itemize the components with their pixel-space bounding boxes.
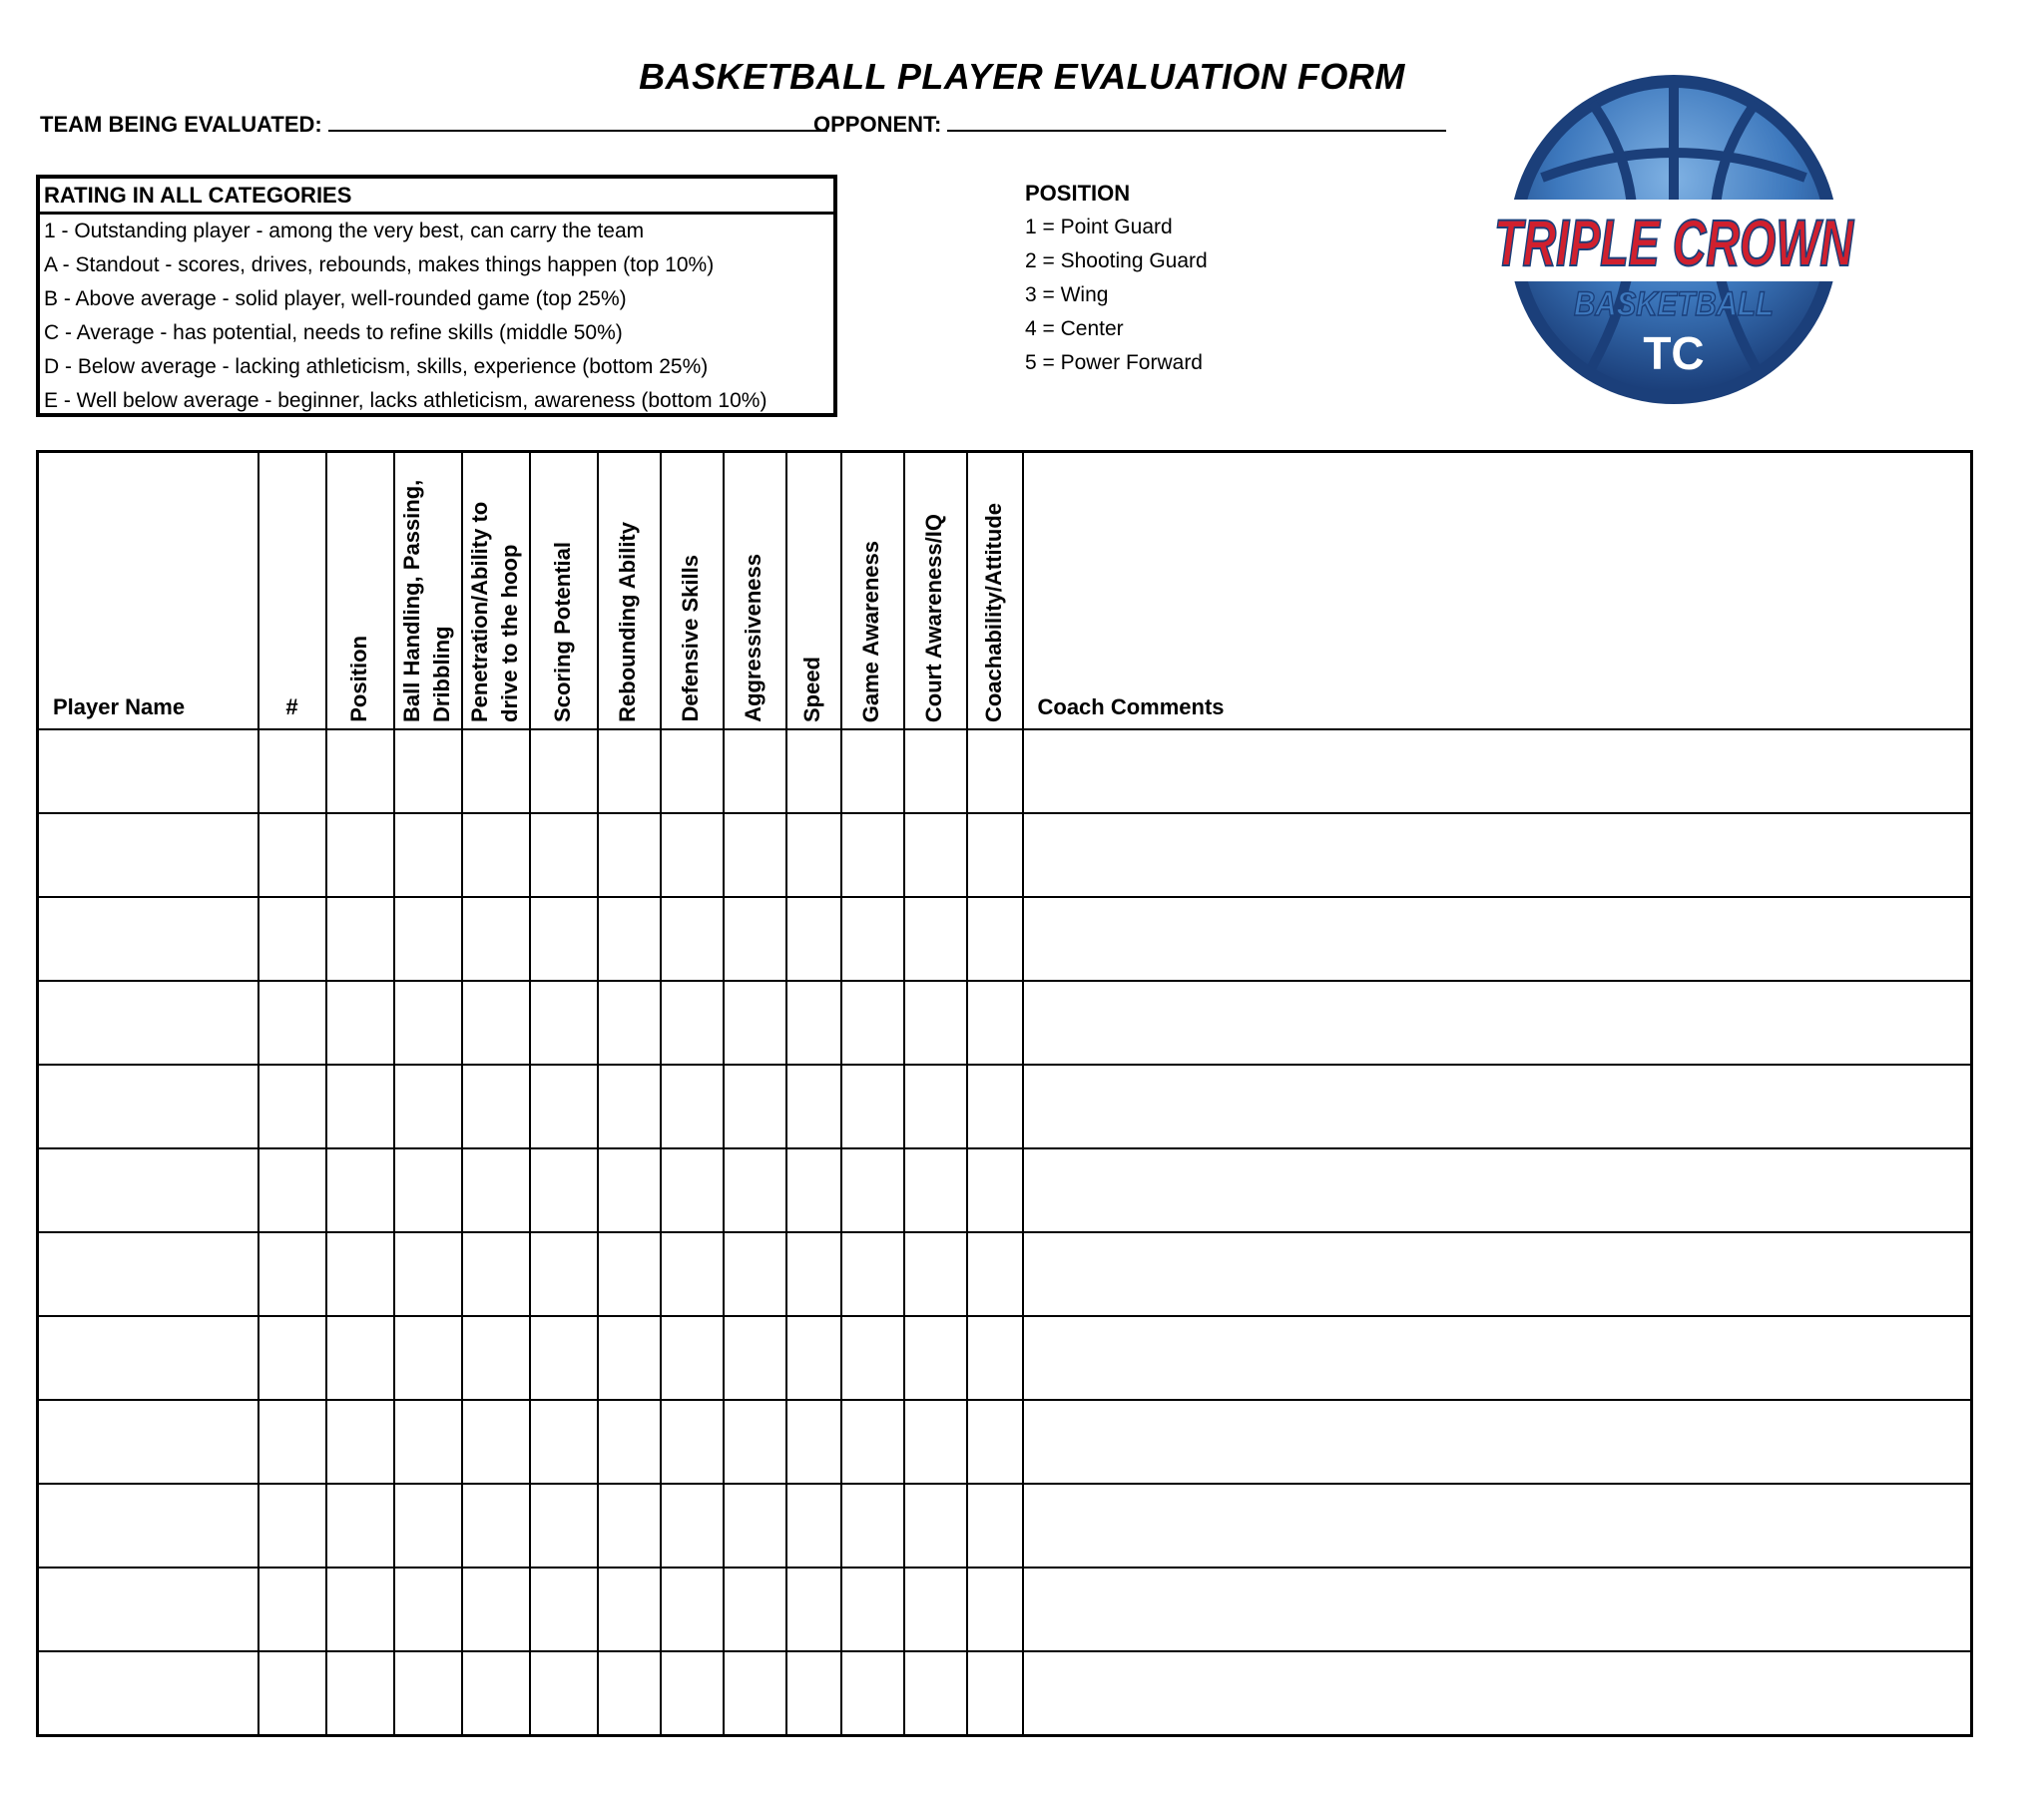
table-cell[interactable]	[724, 813, 786, 897]
table-cell[interactable]	[841, 1400, 904, 1484]
table-cell[interactable]	[1023, 1484, 1972, 1568]
table-cell[interactable]	[724, 1065, 786, 1148]
table-cell[interactable]	[462, 1651, 530, 1736]
table-cell[interactable]	[598, 1232, 661, 1316]
table-cell[interactable]	[967, 1651, 1023, 1736]
table-cell[interactable]	[38, 1400, 258, 1484]
table-cell[interactable]	[394, 1316, 462, 1400]
table-cell[interactable]	[661, 1065, 724, 1148]
table-cell[interactable]	[394, 1065, 462, 1148]
table-cell[interactable]	[786, 1484, 841, 1568]
table-cell[interactable]	[904, 1148, 967, 1232]
table-cell[interactable]	[462, 1316, 530, 1400]
table-cell[interactable]	[841, 1316, 904, 1400]
table-cell[interactable]	[967, 1568, 1023, 1651]
col-label: Coach Comments	[1037, 694, 1225, 719]
col-label: Position	[345, 636, 371, 722]
table-cell[interactable]	[258, 1065, 326, 1148]
table-row	[38, 897, 1972, 981]
table-cell[interactable]	[462, 1484, 530, 1568]
table-cell[interactable]	[462, 1400, 530, 1484]
triple-crown-logo	[1482, 68, 1866, 412]
table-cell[interactable]	[530, 981, 598, 1065]
table-cell[interactable]	[1023, 1651, 1972, 1736]
col-header-position	[326, 452, 394, 730]
table-cell[interactable]	[904, 1484, 967, 1568]
table-cell[interactable]	[724, 1316, 786, 1400]
rating-item: B - Above average - solid player, well-rounded game (top 25%)	[44, 287, 627, 310]
table-cell[interactable]	[530, 1148, 598, 1232]
col-header-coachability	[967, 452, 1023, 730]
table-cell[interactable]	[258, 1484, 326, 1568]
table-row	[38, 1651, 1972, 1736]
table-cell[interactable]	[394, 1232, 462, 1316]
table-cell[interactable]	[598, 1316, 661, 1400]
position-item: 5 = Power Forward	[1025, 351, 1203, 374]
table-cell[interactable]	[661, 1484, 724, 1568]
table-cell[interactable]	[38, 981, 258, 1065]
table-cell[interactable]	[598, 897, 661, 981]
rating-item: 1 - Outstanding player - among the very best, can carry the team	[44, 220, 645, 242]
col-label: #	[285, 694, 298, 719]
table-cell[interactable]	[462, 981, 530, 1065]
table-cell[interactable]	[530, 729, 598, 813]
table-cell[interactable]	[258, 1232, 326, 1316]
rating-legend	[36, 175, 837, 417]
table-cell[interactable]	[394, 981, 462, 1065]
rating-item: E - Well below average - beginner, lacks athleticism, awareness (bottom 10%)	[44, 389, 767, 412]
table-cell[interactable]	[326, 1232, 394, 1316]
table-cell[interactable]	[661, 1316, 724, 1400]
table-cell[interactable]	[462, 1065, 530, 1148]
table-cell[interactable]	[786, 1316, 841, 1400]
table-cell[interactable]	[786, 1232, 841, 1316]
table-row	[38, 1316, 1972, 1400]
table-cell[interactable]	[326, 813, 394, 897]
table-cell[interactable]	[530, 1065, 598, 1148]
team-label: TEAM BEING EVALUATED:	[40, 112, 322, 137]
position-legend	[1025, 177, 1208, 380]
table-cell[interactable]	[530, 1651, 598, 1736]
table-cell[interactable]	[598, 1148, 661, 1232]
table-cell[interactable]	[967, 1065, 1023, 1148]
table-cell[interactable]	[967, 1232, 1023, 1316]
col-header-player-name	[38, 452, 258, 730]
col-label: Speed	[799, 656, 824, 722]
evaluation-table	[36, 450, 1973, 1737]
table-cell[interactable]	[258, 897, 326, 981]
table-cell[interactable]	[841, 1568, 904, 1651]
col-header-rebounding	[598, 452, 661, 730]
col-label: Scoring Potential	[549, 542, 575, 722]
logo-monogram: TC	[1643, 327, 1705, 379]
col-header-speed	[786, 452, 841, 730]
table-cell[interactable]	[786, 1400, 841, 1484]
position-item: 3 = Wing	[1025, 283, 1109, 306]
col-header-scoring	[530, 452, 598, 730]
table-cell[interactable]	[326, 1568, 394, 1651]
table-cell[interactable]	[598, 1651, 661, 1736]
table-row	[38, 1148, 1972, 1232]
opponent-input-line[interactable]	[947, 110, 1446, 132]
table-cell[interactable]	[38, 1484, 258, 1568]
table-body	[38, 729, 1972, 1736]
table-cell[interactable]	[598, 1484, 661, 1568]
table-cell[interactable]	[38, 813, 258, 897]
table-row	[38, 1568, 1972, 1651]
logo-subtitle: BASKETBALL	[1574, 285, 1774, 323]
table-cell[interactable]	[394, 1400, 462, 1484]
table-cell[interactable]	[661, 729, 724, 813]
table-cell[interactable]	[258, 813, 326, 897]
table-cell[interactable]	[38, 1232, 258, 1316]
table-cell[interactable]	[326, 1400, 394, 1484]
team-field[interactable]	[40, 110, 827, 138]
table-cell[interactable]	[38, 1065, 258, 1148]
table-cell[interactable]	[38, 1568, 258, 1651]
table-cell[interactable]	[661, 813, 724, 897]
col-header-number	[258, 452, 326, 730]
table-cell[interactable]	[258, 729, 326, 813]
table-cell[interactable]	[530, 813, 598, 897]
table-cell[interactable]	[904, 1568, 967, 1651]
table-cell[interactable]	[394, 813, 462, 897]
table-cell[interactable]	[38, 1651, 258, 1736]
table-cell[interactable]	[258, 1316, 326, 1400]
table-row	[38, 1484, 1972, 1568]
table-row	[38, 813, 1972, 897]
position-header: POSITION	[1025, 181, 1131, 206]
table-row	[38, 1400, 1972, 1484]
col-header-aggressiveness	[724, 452, 786, 730]
col-label: Rebounding Ability	[615, 522, 640, 722]
table-cell[interactable]	[661, 1568, 724, 1651]
col-label: Defensive Skills	[678, 555, 703, 722]
table-cell[interactable]	[530, 1484, 598, 1568]
table-cell[interactable]	[394, 729, 462, 813]
table-cell[interactable]	[841, 1148, 904, 1232]
table-cell[interactable]	[1023, 1568, 1972, 1651]
table-cell[interactable]	[258, 981, 326, 1065]
col-label: Penetration/Ability to drive to the hoop	[466, 501, 522, 722]
table-cell[interactable]	[38, 1316, 258, 1400]
table-cell[interactable]	[1023, 1065, 1972, 1148]
table-cell[interactable]	[841, 1065, 904, 1148]
form-title: BASKETBALL PLAYER EVALUATION FORM	[639, 56, 1405, 97]
table-cell[interactable]	[967, 981, 1023, 1065]
header-row	[38, 452, 1972, 730]
table-cell[interactable]	[724, 897, 786, 981]
table-cell[interactable]	[967, 897, 1023, 981]
table-cell[interactable]	[724, 1651, 786, 1736]
table-cell[interactable]	[724, 1400, 786, 1484]
opponent-field[interactable]	[813, 110, 1446, 138]
table-cell[interactable]	[786, 813, 841, 897]
table-cell[interactable]	[967, 1148, 1023, 1232]
table-cell[interactable]	[326, 897, 394, 981]
table-cell[interactable]	[530, 1232, 598, 1316]
table-cell[interactable]	[38, 1148, 258, 1232]
table-cell[interactable]	[326, 1651, 394, 1736]
col-header-court-awareness	[904, 452, 967, 730]
table-cell[interactable]	[841, 813, 904, 897]
table-cell[interactable]	[904, 1232, 967, 1316]
table-cell[interactable]	[904, 1651, 967, 1736]
table-cell[interactable]	[786, 1148, 841, 1232]
table-cell[interactable]	[967, 1484, 1023, 1568]
col-header-ball-handling	[394, 452, 462, 730]
table-cell[interactable]	[326, 1484, 394, 1568]
table-cell[interactable]	[1023, 1400, 1972, 1484]
col-header-game-awareness	[841, 452, 904, 730]
table-cell[interactable]	[904, 981, 967, 1065]
table-row	[38, 1232, 1972, 1316]
col-label: Player Name	[53, 694, 186, 719]
table-row	[38, 1065, 1972, 1148]
table-cell[interactable]	[724, 981, 786, 1065]
rating-item: C - Average - has potential, needs to refine skills (middle 50%)	[44, 321, 623, 344]
col-header-coach-comments	[1023, 452, 1972, 730]
table-cell[interactable]	[394, 897, 462, 981]
table-cell[interactable]	[394, 1651, 462, 1736]
table-cell[interactable]	[786, 1651, 841, 1736]
table-cell[interactable]	[1023, 729, 1972, 813]
table-cell[interactable]	[462, 1232, 530, 1316]
table-cell[interactable]	[786, 1568, 841, 1651]
col-label: Aggressiveness	[741, 554, 766, 722]
table-cell[interactable]	[661, 1651, 724, 1736]
table-cell[interactable]	[967, 1400, 1023, 1484]
table-cell[interactable]	[38, 729, 258, 813]
table-cell[interactable]	[598, 981, 661, 1065]
col-header-penetration	[462, 452, 530, 730]
table-cell[interactable]	[258, 1400, 326, 1484]
col-label: Court Awareness/IQ	[921, 513, 946, 722]
table-cell[interactable]	[326, 981, 394, 1065]
table-cell[interactable]	[530, 1316, 598, 1400]
table-cell[interactable]	[967, 729, 1023, 813]
table-cell[interactable]	[598, 1568, 661, 1651]
rating-item: A - Standout - scores, drives, rebounds, makes things happen (top 10%)	[44, 253, 715, 276]
table-cell[interactable]	[904, 1065, 967, 1148]
table-cell[interactable]	[530, 897, 598, 981]
col-label: Ball Handling, Passing, Dribbling	[398, 479, 454, 722]
table-cell[interactable]	[598, 729, 661, 813]
table-cell[interactable]	[462, 813, 530, 897]
col-label: Coachability/Attitude	[980, 502, 1006, 722]
table-cell[interactable]	[724, 1568, 786, 1651]
table-cell[interactable]	[967, 813, 1023, 897]
table-cell[interactable]	[394, 1568, 462, 1651]
position-item: 1 = Point Guard	[1025, 216, 1173, 238]
table-cell[interactable]	[258, 1651, 326, 1736]
table-cell[interactable]	[258, 1148, 326, 1232]
table-cell[interactable]	[967, 1316, 1023, 1400]
opponent-label: OPPONENT:	[813, 112, 942, 137]
table-cell[interactable]	[661, 897, 724, 981]
table-cell[interactable]	[661, 981, 724, 1065]
table-cell[interactable]	[904, 1316, 967, 1400]
table-cell[interactable]	[904, 1400, 967, 1484]
position-item: 4 = Center	[1025, 317, 1124, 340]
table-cell[interactable]	[326, 1316, 394, 1400]
rating-header: RATING IN ALL CATEGORIES	[40, 179, 833, 215]
table-cell[interactable]	[1023, 1148, 1972, 1232]
table-cell[interactable]	[598, 813, 661, 897]
team-input-line[interactable]	[328, 110, 827, 132]
table-cell[interactable]	[530, 1568, 598, 1651]
table-cell[interactable]	[1023, 1316, 1972, 1400]
table-cell[interactable]	[841, 981, 904, 1065]
table-cell[interactable]	[326, 729, 394, 813]
table-cell[interactable]	[786, 729, 841, 813]
table-cell[interactable]	[904, 729, 967, 813]
table-cell[interactable]	[326, 1065, 394, 1148]
table-cell[interactable]	[1023, 981, 1972, 1065]
table-cell[interactable]	[841, 729, 904, 813]
table-cell[interactable]	[786, 981, 841, 1065]
table-cell[interactable]	[38, 897, 258, 981]
rating-item: D - Below average - lacking athleticism, skills, experience (bottom 25%)	[44, 355, 709, 378]
table-cell[interactable]	[724, 729, 786, 813]
table-cell[interactable]	[904, 813, 967, 897]
table-cell[interactable]	[786, 897, 841, 981]
position-item: 2 = Shooting Guard	[1025, 249, 1208, 272]
table-cell[interactable]	[1023, 813, 1972, 897]
table-cell[interactable]	[661, 1148, 724, 1232]
table-cell[interactable]	[394, 1148, 462, 1232]
table-cell[interactable]	[904, 897, 967, 981]
table-cell[interactable]	[841, 1232, 904, 1316]
col-header-defensive	[661, 452, 724, 730]
table-cell[interactable]	[661, 1400, 724, 1484]
table-cell[interactable]	[598, 1400, 661, 1484]
table-row	[38, 729, 1972, 813]
table-cell[interactable]	[462, 1148, 530, 1232]
table-cell[interactable]	[530, 1400, 598, 1484]
table-cell[interactable]	[462, 1568, 530, 1651]
table-cell[interactable]	[462, 897, 530, 981]
table-row	[38, 981, 1972, 1065]
table-cell[interactable]	[841, 897, 904, 981]
table-cell[interactable]	[841, 1651, 904, 1736]
table-cell[interactable]	[326, 1148, 394, 1232]
table-cell[interactable]	[724, 1148, 786, 1232]
col-label: Game Awareness	[858, 540, 883, 722]
table-cell[interactable]	[724, 1484, 786, 1568]
table-cell[interactable]	[1023, 1232, 1972, 1316]
table-cell[interactable]	[724, 1232, 786, 1316]
table-cell[interactable]	[786, 1065, 841, 1148]
table-cell[interactable]	[841, 1484, 904, 1568]
table-cell[interactable]	[598, 1065, 661, 1148]
table-cell[interactable]	[661, 1232, 724, 1316]
table-cell[interactable]	[462, 729, 530, 813]
table-cell[interactable]	[394, 1484, 462, 1568]
logo-wordmark: TRIPLE CROWN	[1494, 206, 1854, 279]
table-cell[interactable]	[1023, 897, 1972, 981]
table-cell[interactable]	[258, 1568, 326, 1651]
